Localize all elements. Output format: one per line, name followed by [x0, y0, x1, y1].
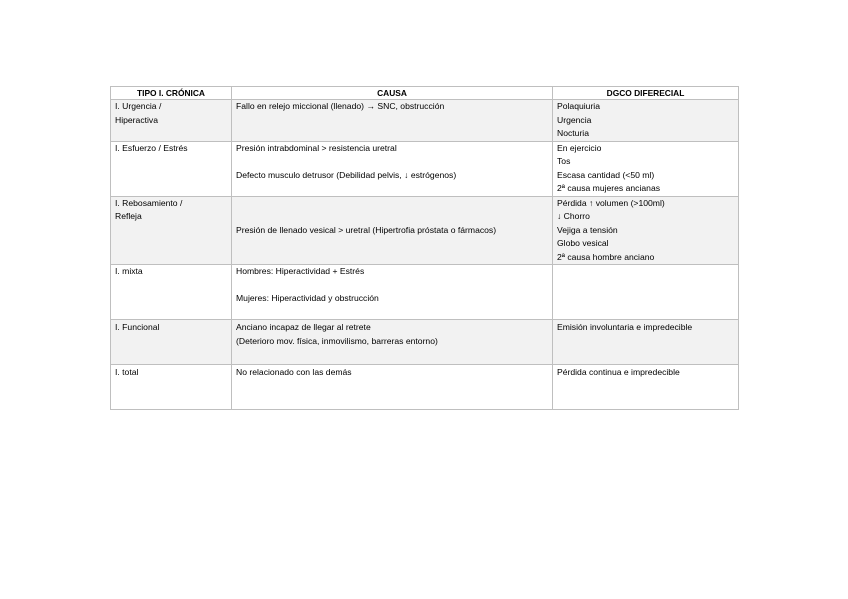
- tipo-line: I. Urgencia /: [115, 101, 162, 111]
- dgco-line: Globo vesical: [557, 238, 609, 248]
- dgco-line: Tos: [557, 156, 571, 166]
- tipo-line: I. mixta: [115, 266, 143, 276]
- header-tipo: TIPO I. CRÓNICA: [111, 87, 232, 100]
- cell-dgco: [553, 265, 739, 320]
- table-row: [111, 365, 739, 410]
- header-causa: CAUSA: [232, 87, 553, 100]
- cell-causa: [232, 320, 553, 365]
- cell-tipo: [111, 100, 232, 142]
- dgco-line: En ejercicio: [557, 142, 602, 153]
- causa-line: Presión intrabdominal > resistencia uretral: [236, 142, 397, 153]
- dgco-line: Nocturia: [557, 128, 589, 138]
- dgco-line: Emisión involuntaria e impredecible: [557, 322, 693, 332]
- cell-tipo: [111, 320, 232, 365]
- table-row: [111, 141, 739, 196]
- table-row: [111, 265, 739, 320]
- table-row: [111, 196, 739, 265]
- table-row: [111, 100, 739, 142]
- table-header-row: [111, 87, 739, 100]
- cell-causa: [232, 196, 553, 265]
- cell-dgco: [553, 365, 739, 410]
- dgco-line: 2ª causa hombre anciano: [557, 251, 655, 262]
- cell-causa: [232, 365, 553, 410]
- causa-line: Fallo en relejo miccional (llenado) → SNC, obstrucción: [236, 101, 445, 111]
- causa-line: Presión de llenado vesical > uretral (Hipertrofia próstata o fármacos): [236, 224, 497, 235]
- causa-line: Anciano incapaz de llegar al retrete: [236, 322, 371, 332]
- tipo-line: I. total: [115, 367, 139, 377]
- cell-tipo: [111, 365, 232, 410]
- header-dgco: DGCO DIFERECIAL: [553, 87, 739, 100]
- cell-dgco: [553, 141, 739, 196]
- cell-tipo: [111, 265, 232, 320]
- cell-causa: [232, 265, 553, 320]
- incontinence-table: [110, 86, 739, 410]
- cell-causa: [232, 100, 553, 142]
- cell-causa: [232, 141, 553, 196]
- causa-line: Mujeres: Hiperactividad y obstrucción: [236, 293, 379, 303]
- dgco-line: 2ª causa mujeres ancianas: [557, 183, 661, 193]
- tipo-line: I. Rebosamiento /: [115, 197, 183, 208]
- dgco-line: Escasa cantidad (<50 ml): [557, 169, 655, 180]
- cell-tipo: [111, 196, 232, 265]
- cell-dgco: [553, 320, 739, 365]
- cell-dgco: [553, 196, 739, 265]
- tipo-line: I. Esfuerzo / Estrés: [115, 142, 188, 153]
- cell-dgco: [553, 100, 739, 142]
- dgco-line: ↓ Chorro: [557, 211, 590, 221]
- tipo-line: Refleja: [115, 211, 142, 221]
- dgco-line: Pérdida continua e impredecible: [557, 367, 680, 377]
- dgco-line: Urgencia: [557, 114, 592, 125]
- dgco-line: Pérdida ↑ volumen (>100ml): [557, 197, 665, 208]
- causa-line: (Deterioro mov. física, inmovilismo, barreras entorno): [236, 335, 438, 346]
- causa-line: Defecto musculo detrusor (Debilidad pelvis, ↓ estrógenos): [236, 169, 457, 180]
- dgco-line: Polaquiuria: [557, 101, 600, 111]
- tipo-line: Hiperactiva: [115, 114, 158, 125]
- cell-tipo: [111, 141, 232, 196]
- dgco-line: Vejiga a tensión: [557, 224, 618, 235]
- causa-line: Hombres: Hiperactividad + Estrés: [236, 266, 365, 276]
- table-row: [111, 320, 739, 365]
- causa-line: No relacionado con las demás: [236, 367, 352, 377]
- tipo-line: I. Funcional: [115, 322, 160, 332]
